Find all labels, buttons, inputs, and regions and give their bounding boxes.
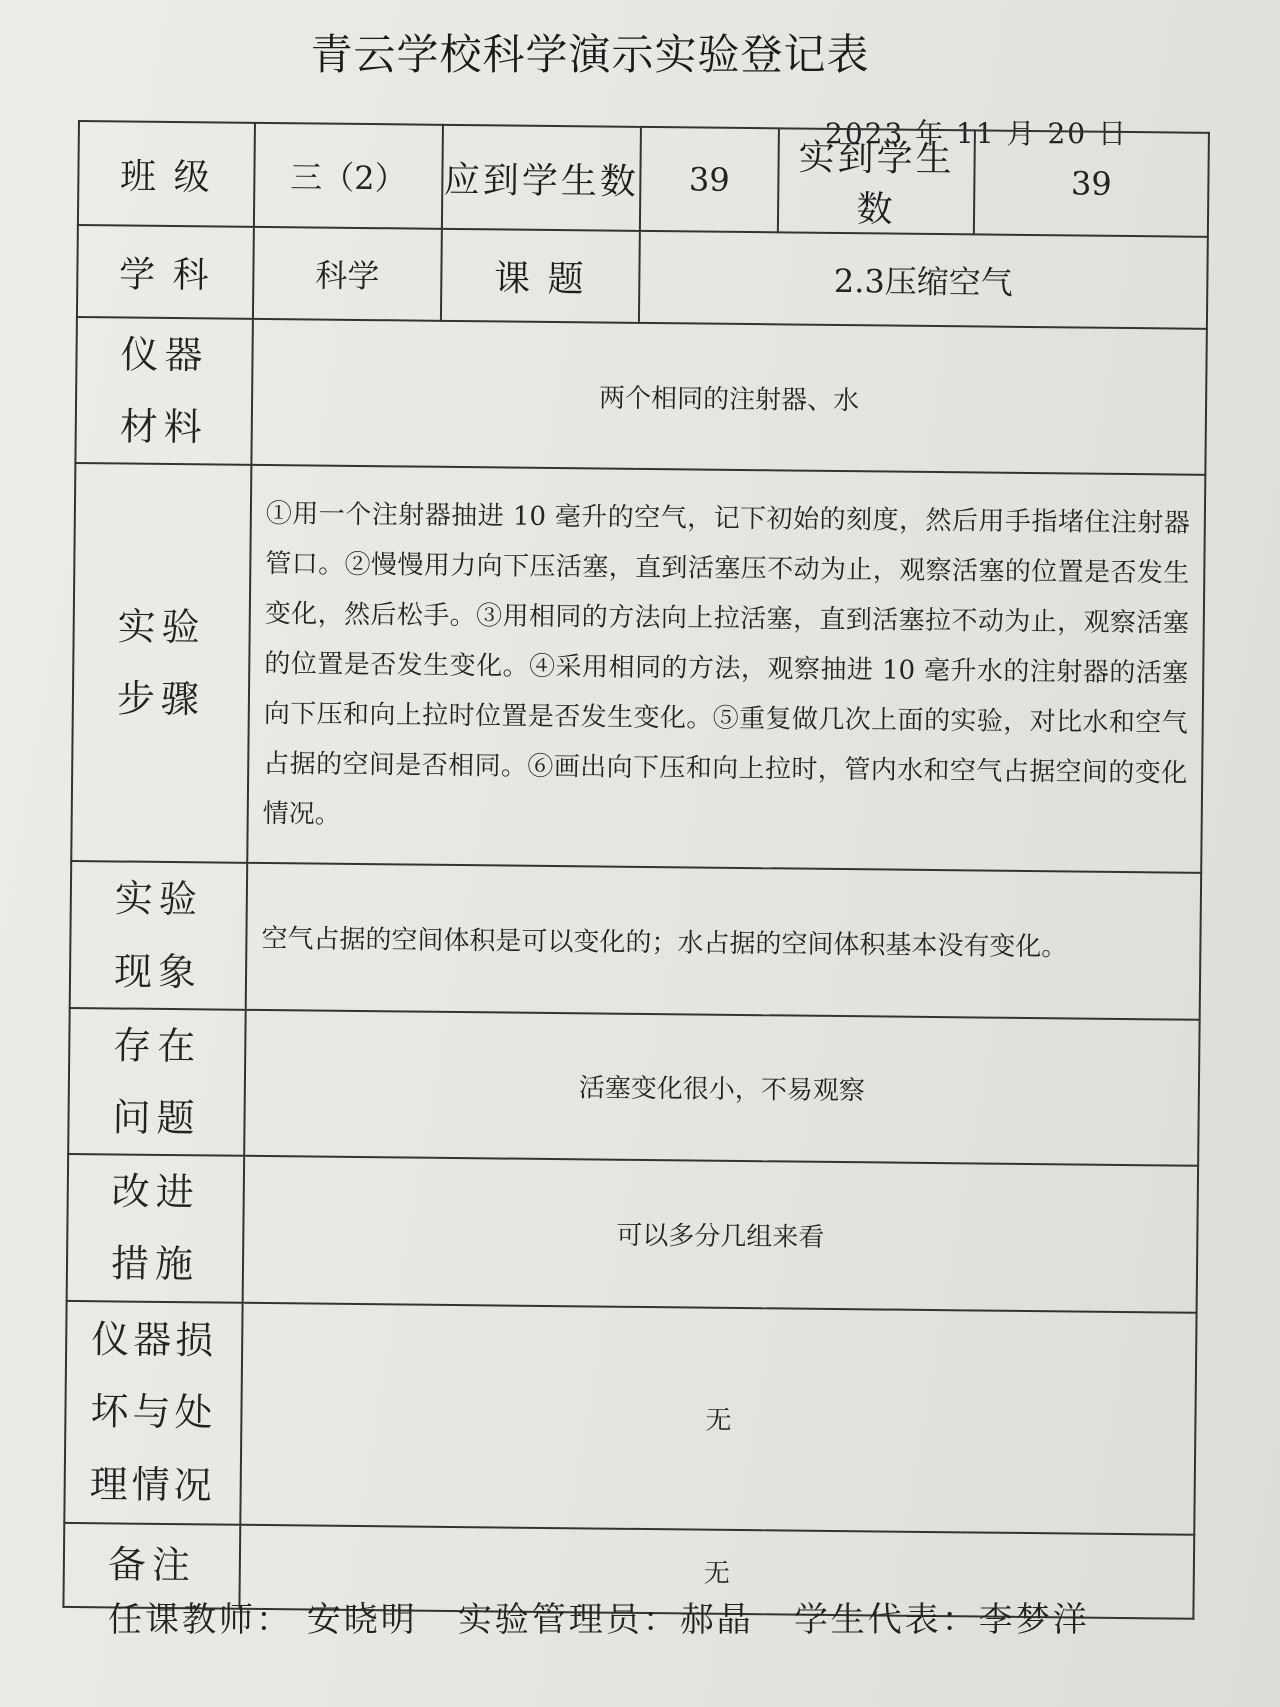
steps-label: [71, 463, 251, 863]
damage-label-line1: 仪器损: [90, 1317, 218, 1363]
row-steps: [71, 463, 1205, 873]
steps-label-line1: 实验: [117, 604, 206, 650]
problems-label: [68, 1008, 246, 1156]
improvements-value: 可以多分几组来看: [243, 1156, 1198, 1312]
row-class-info: [78, 121, 1209, 237]
notes-value: 无: [239, 1524, 1194, 1618]
problems-value: 活塞变化很小，不易观察: [244, 1010, 1199, 1166]
row-materials: [75, 317, 1206, 475]
materials-value: 两个相同的注射器、水: [251, 319, 1206, 475]
row-phenomenon: [70, 861, 1201, 1019]
improvements-label-line2: 措施: [110, 1241, 200, 1287]
actual-students-value: 39: [974, 130, 1209, 236]
phenomenon-label-line2: 现象: [113, 948, 203, 994]
topic-value: 2.3压缩空气: [639, 231, 1208, 329]
row-subject: [77, 225, 1208, 329]
notes-label: 备注: [63, 1522, 240, 1608]
form-date: 2023 年 11 月 20 日: [825, 117, 1129, 150]
student-signature: 学生代表：李梦洋: [793, 1600, 1090, 1640]
form-title: 青云学校科学演示实验登记表: [310, 30, 870, 79]
row-damage: [64, 1300, 1196, 1534]
signature-line: [108, 1592, 1090, 1641]
registration-table: [62, 120, 1210, 1619]
materials-label: [75, 317, 253, 465]
damage-label: [64, 1300, 242, 1524]
phenomenon-value: 空气占据的空间体积是可以变化的；水占据的空间体积基本没有变化。: [246, 863, 1201, 1019]
steps-label-line2: 步骤: [116, 676, 206, 722]
expected-students-value: 39: [640, 127, 779, 232]
topic-label: 课 题: [441, 229, 640, 323]
subject-value: 科学: [253, 227, 442, 321]
subject-label: 学 科: [77, 225, 254, 319]
phenomenon-label-line1: 实验: [114, 876, 204, 922]
problems-label-line1: 存在: [113, 1023, 202, 1069]
damage-label-line3: 理情况: [89, 1461, 216, 1508]
actual-students-label: 实到学生数: [778, 128, 975, 234]
row-problems: [68, 1008, 1199, 1166]
class-label: 班 级: [78, 121, 255, 227]
problems-label-line2: 问题: [112, 1095, 201, 1141]
teacher-signature: 任课教师： 安晓明: [108, 1600, 418, 1640]
improvements-label: [67, 1154, 245, 1302]
materials-label-line2: 材料: [119, 404, 209, 450]
damage-label-line2: 坏与处: [90, 1389, 217, 1435]
manager-signature: 实验管理员：郝晶: [457, 1600, 754, 1640]
improvements-label-line1: 改进: [111, 1169, 201, 1215]
damage-value: 无: [240, 1302, 1196, 1534]
materials-label-line1: 仪器: [120, 332, 209, 378]
expected-students-label: 应到学生数: [442, 125, 641, 231]
row-improvements: [67, 1154, 1198, 1312]
class-value: 三（2）: [254, 123, 443, 229]
steps-value: ①用一个注射器抽进 10 毫升的空气，记下初始的刻度，然后用手指堵住注射器管口。②慢慢用力向下压活塞，直到活塞压不动为止，观察活塞的位置是否发生变化，然后松手。③用相同的方法向上拉活塞，直到活塞拉不动为止，观察活塞的位置是否发生变化。④采用相同的方法，观察抽进 10 毫升水的注射器的活塞向下压和向上拉时位置是否发生变化。⑤重复做几次上面的实验，对比水和空气占据的空间是否相同。⑥画出向下压和向上拉时，管内水和空气占据空间的变化情况。: [247, 465, 1205, 873]
phenomenon-label: [70, 861, 248, 1009]
